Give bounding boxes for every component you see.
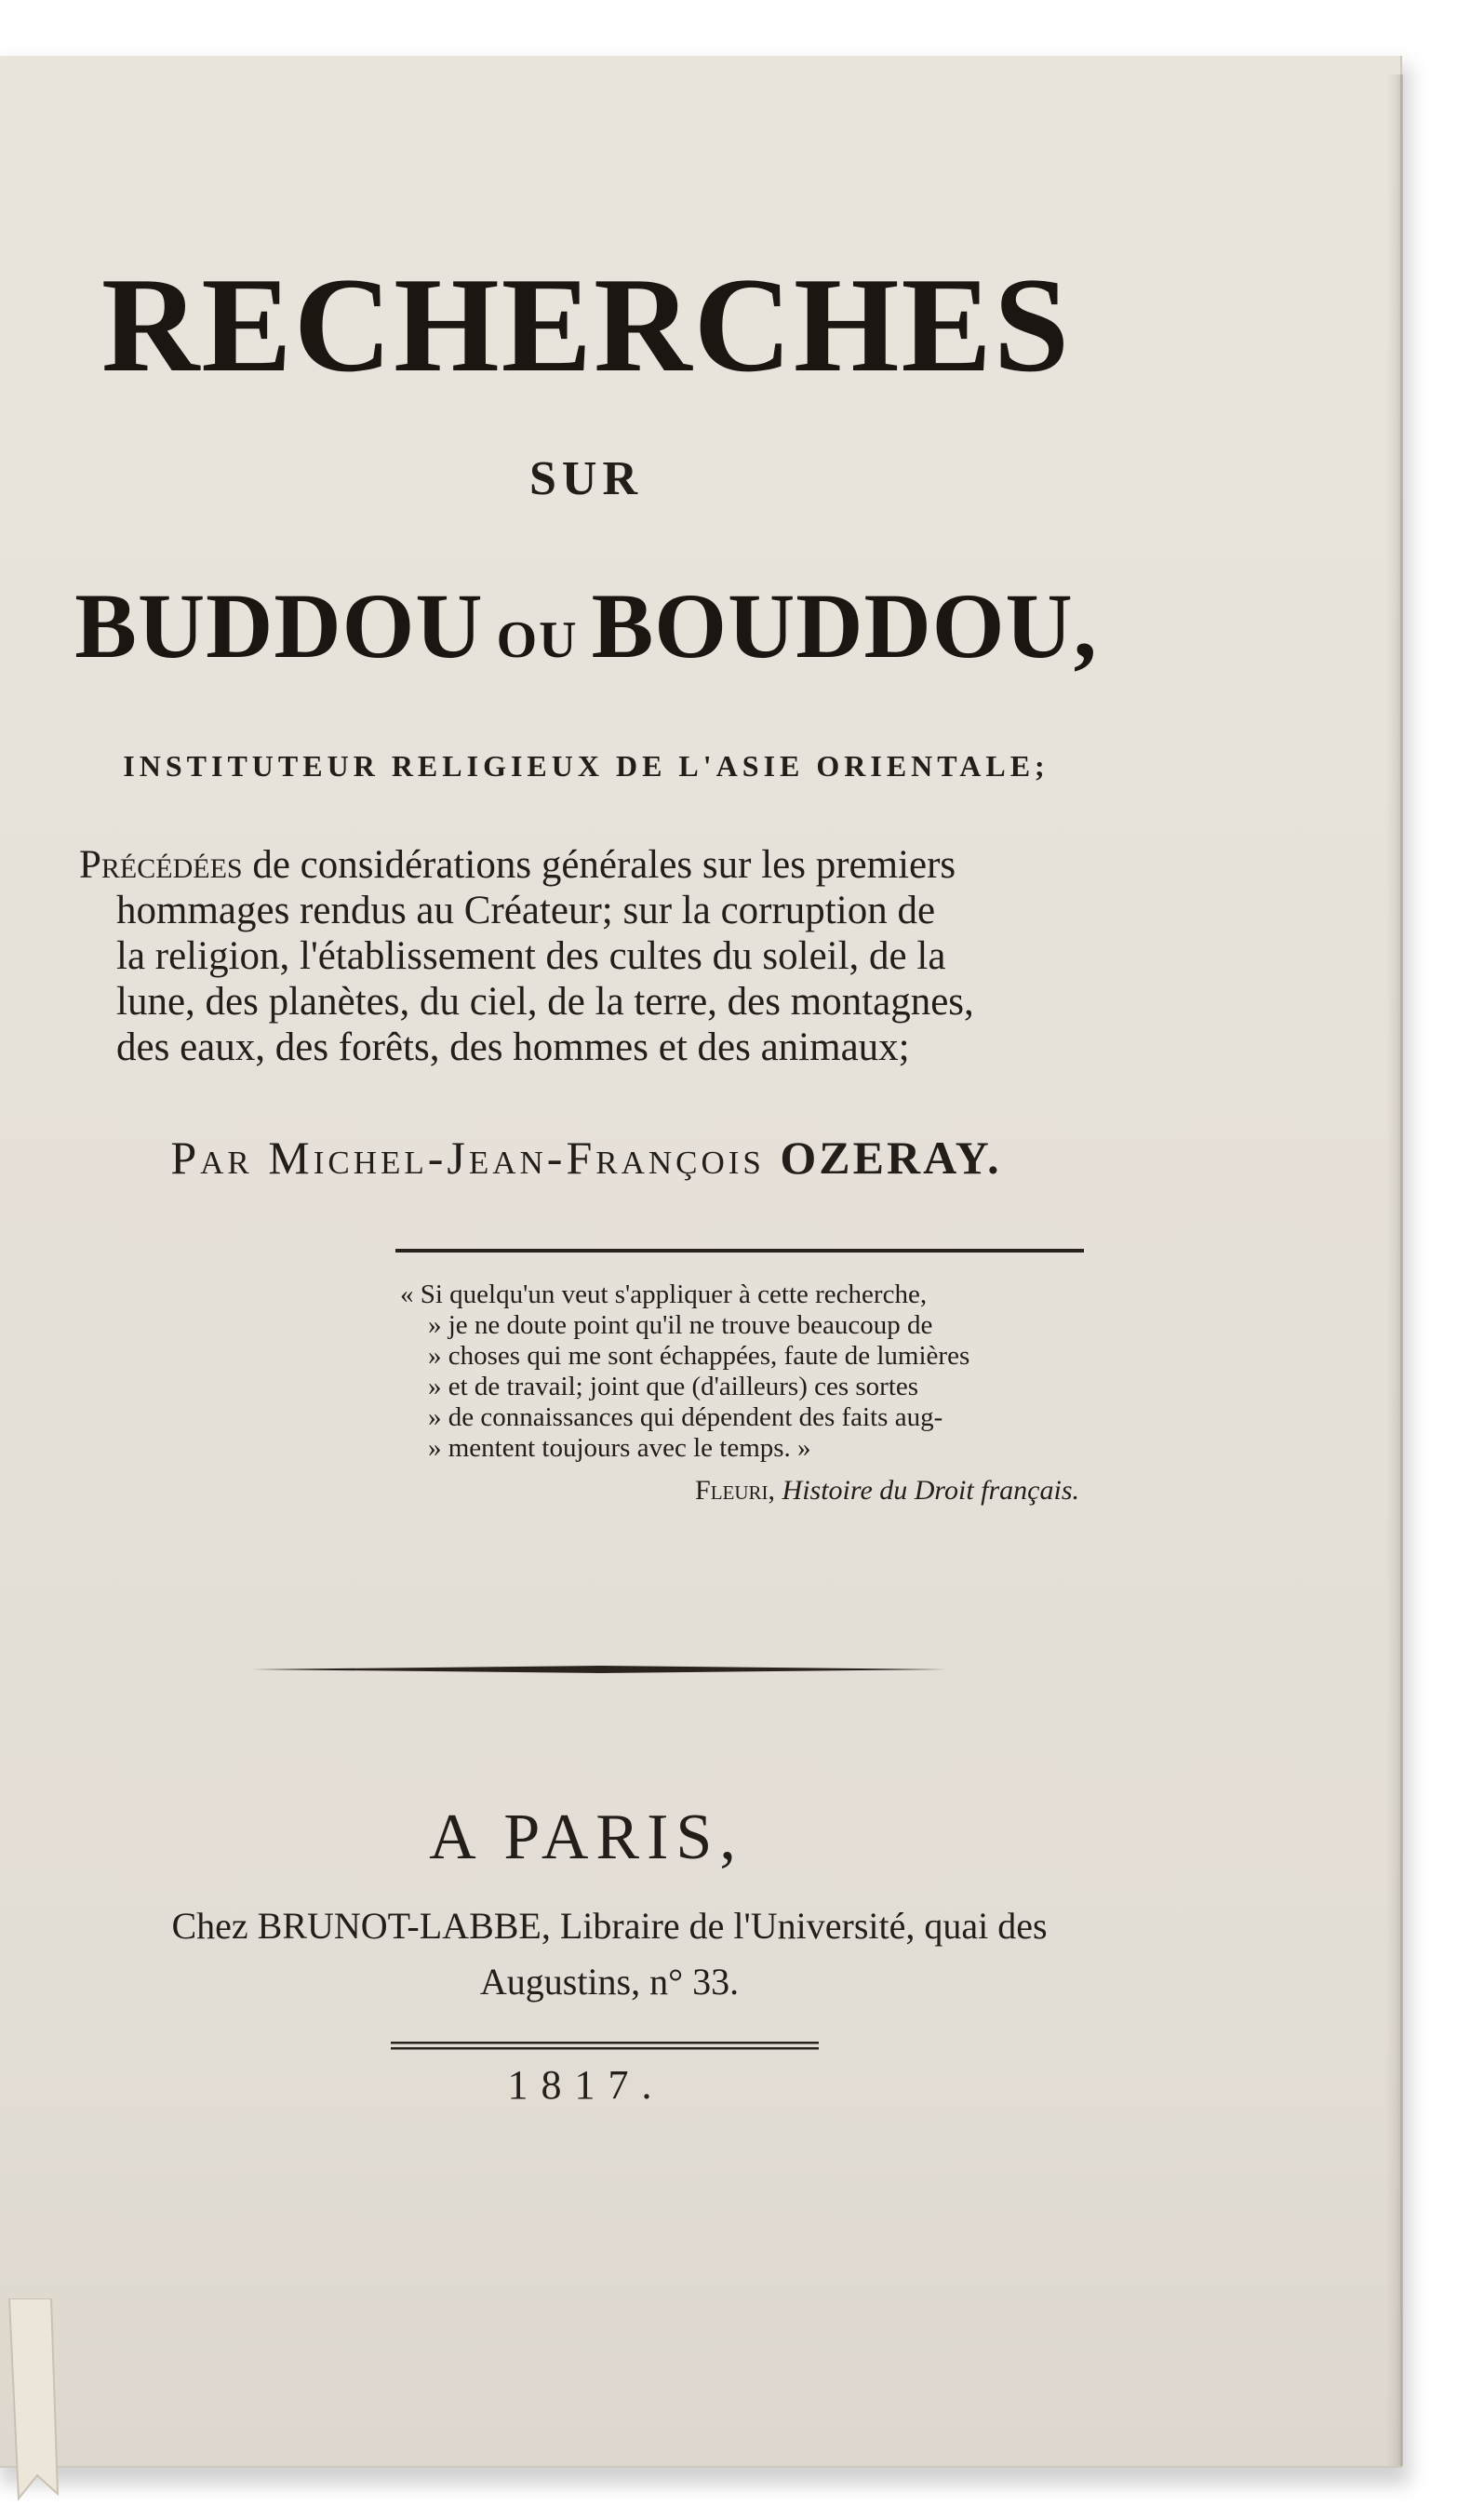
- epigraph-source: [400, 1475, 1089, 1506]
- epigraph-source-title: Histoire du Droit français.: [782, 1475, 1079, 1506]
- bookmark-ribbon: [0, 2298, 74, 2503]
- epigraph-line: » mentent toujours avec le temps. »: [428, 1433, 811, 1463]
- epigraph-line: » choses qui me sont échappées, faute de lumières: [428, 1341, 970, 1371]
- imprint-city: A PARIS,: [429, 1802, 743, 1873]
- epigraph-line: » je ne doute point qu'il ne trouve beaucoup de: [428, 1310, 933, 1340]
- author-prefix: Par Michel-Jean-François: [170, 1132, 765, 1184]
- publisher-line-2: Augustins, n° 33.: [479, 1961, 740, 2003]
- epigraph: [400, 1280, 1089, 1506]
- description-line-5: des eaux, des forêts, des hommes et des animaux;: [116, 1025, 910, 1069]
- epigraph-line: « Si quelqu'un veut s'appliquer à cette recherche,: [400, 1280, 928, 1309]
- rule-top: [395, 1249, 1084, 1253]
- title-sur: SUR: [528, 452, 644, 505]
- description-block: [79, 842, 1103, 1070]
- title-main: RECHERCHES: [100, 249, 1072, 400]
- description-line-1: Précédées de considérations générales sur les premiers: [79, 843, 956, 887]
- rule-double: [391, 2041, 819, 2052]
- author-line: [51, 1131, 1121, 1185]
- subtitle: INSTITUTEUR RELIGIEUX DE L'ASIE ORIENTALE;: [123, 749, 1049, 783]
- imprint-publisher: [121, 1898, 1098, 2010]
- publisher-line-1: Chez BRUNOT-LABBE, Libraire de l'Université, quai des: [171, 1905, 1048, 1947]
- rule-ornamental: [251, 1666, 949, 1673]
- description-line-4: lune, des planètes, du ciel, de la terre, des montagnes,: [116, 980, 974, 1024]
- page-edge: [1386, 74, 1403, 2466]
- epigraph-line: » et de travail; joint que (d'ailleurs) ces sortes: [428, 1372, 919, 1401]
- title-name-bouddou: BOUDDOU,: [591, 574, 1098, 677]
- imprint-year: 1817.: [507, 2062, 665, 2108]
- epigraph-line: » de connaissances qui dépendent des faits aug-: [428, 1402, 943, 1432]
- title-names: [51, 572, 1121, 679]
- title-name-buddou: BUDDOU: [74, 574, 484, 677]
- author-surname: OZERAY.: [780, 1132, 1002, 1184]
- description-line-2: hommages rendus au Créateur; sur la corruption de: [116, 889, 936, 932]
- title-ou: OU: [496, 611, 579, 669]
- description-line-3: la religion, l'établissement des cultes du soleil, de la: [116, 934, 946, 978]
- description-lead: Précédées: [79, 843, 243, 887]
- epigraph-source-author: Fleuri,: [695, 1475, 776, 1506]
